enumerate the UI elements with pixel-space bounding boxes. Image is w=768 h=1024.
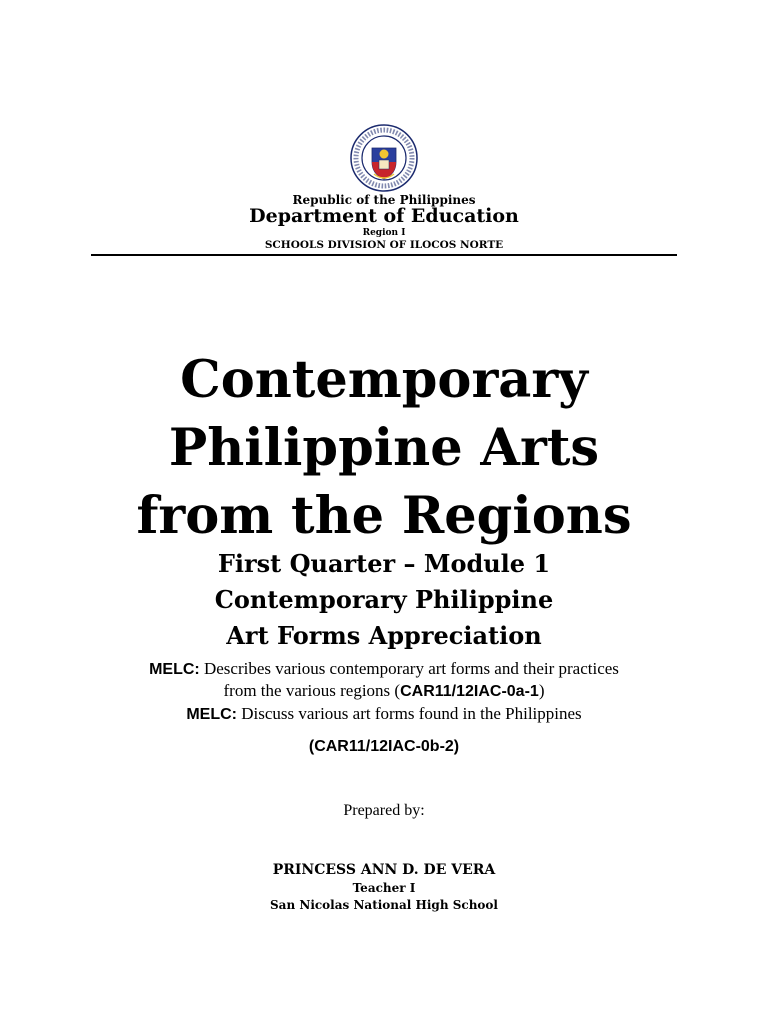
title-line-2: Philippine Arts: [168, 418, 600, 478]
melc-1-text-2: from the various regions (: [223, 681, 401, 700]
title-line-3: from the Regions: [136, 486, 632, 546]
quarter-module: First Quarter – Module 1: [217, 549, 551, 578]
melc-2-text: Discuss various art forms found in the Philippines: [241, 704, 582, 723]
module-title: [0, 346, 768, 550]
melc-2-close: ): [453, 738, 460, 755]
melc-2-label: MELC:: [186, 706, 237, 723]
author-school: San Nicolas National High School: [270, 898, 498, 912]
region-label: Region I: [362, 228, 406, 238]
division-label: SCHOOLS DIVISION OF ILOCOS NORTE: [264, 239, 504, 251]
melc-2-code: CAR11/12IAC-0b-2: [314, 738, 454, 755]
author-name: PRINCESS ANN D. DE VERA: [272, 862, 496, 878]
republic-label: Republic of the Philippines: [292, 193, 476, 207]
melc-1-text: Describes various contemporary art forms and their practices: [203, 659, 619, 678]
melc-2-open: (: [308, 738, 315, 755]
header-divider: [91, 254, 677, 256]
melc-2-line: [0, 703, 768, 726]
melc-1-close: ): [538, 681, 545, 700]
module-subtitle: [0, 546, 768, 654]
melc-2-code-line: [0, 738, 768, 756]
topic-line-1: Contemporary Philippine: [214, 585, 554, 614]
melc-1-line-1: [0, 658, 768, 681]
title-line-1: Contemporary: [180, 350, 588, 410]
melc-1-label: MELC:: [149, 661, 200, 678]
topic-line-2: Art Forms Appreciation: [226, 621, 542, 650]
prepared-by-label: Prepared by:: [343, 802, 425, 819]
melc-1-line-2: [0, 680, 768, 703]
melc-1-code: CAR11/12IAC-0a-1: [400, 683, 539, 700]
deped-seal-icon: [350, 124, 418, 192]
author-role: Teacher I: [352, 881, 416, 895]
department-name: Department of Education: [249, 205, 519, 227]
